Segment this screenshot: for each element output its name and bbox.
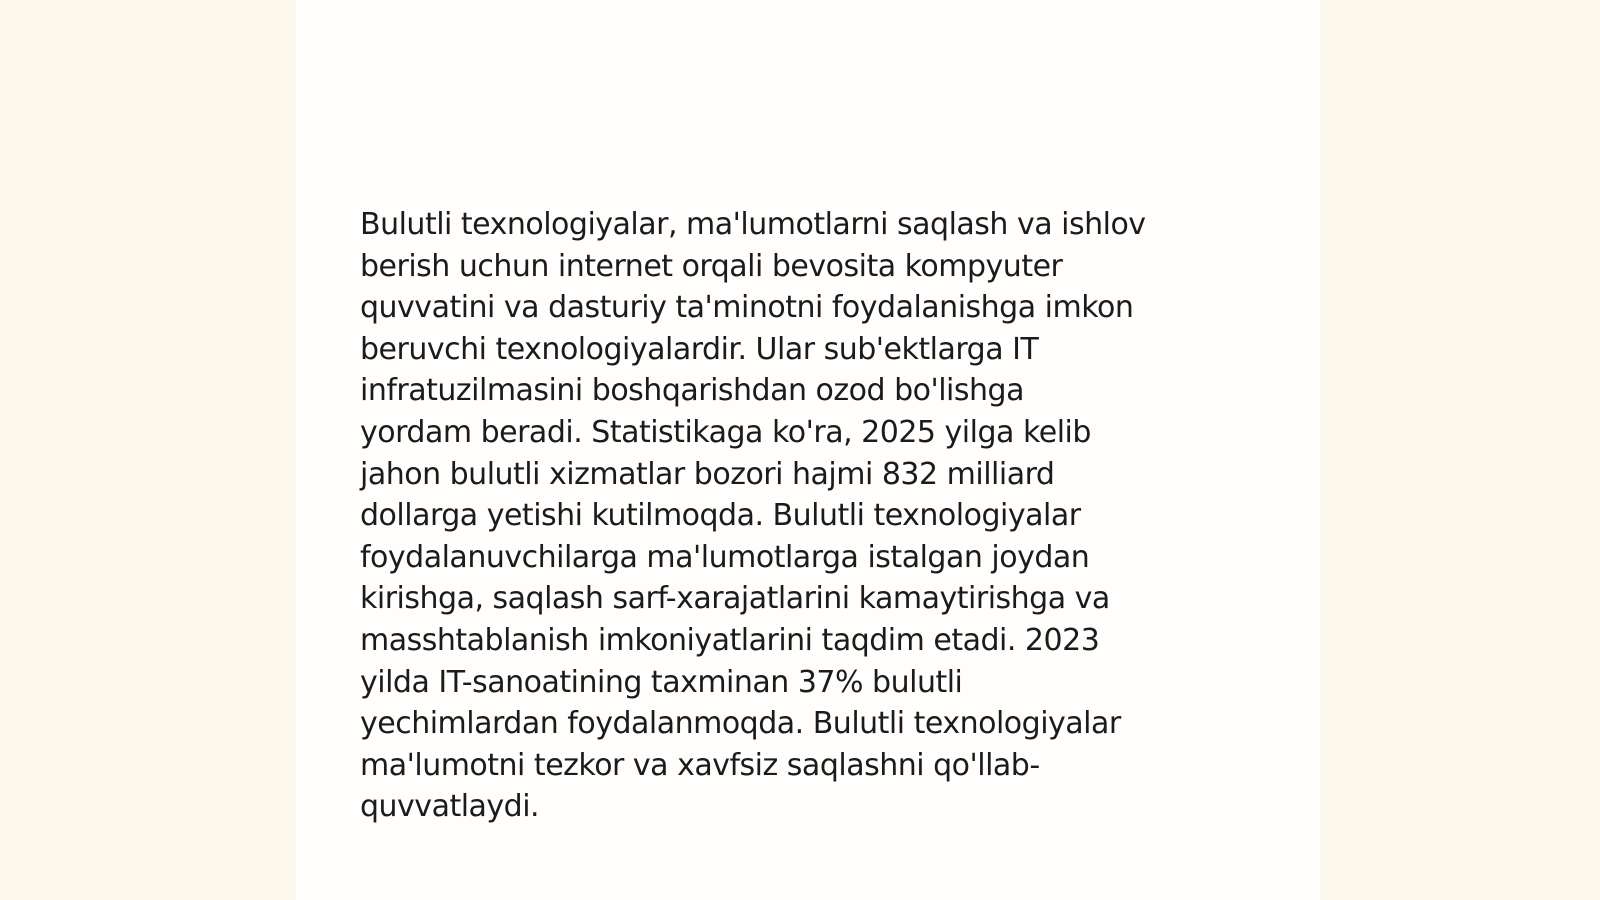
document-page bbox=[296, 0, 1320, 900]
body-paragraph: Bulutli texnologiyalar, ma'lumotlarni saqlash va ishlov berish uchun internet orqali bevosita kompyuter quvvatini va dasturiy ta'minotni foydalanishga imkon beruvchi texnologiyalardir. Ular sub'ektlarga IT infratuzilmasini boshqarishdan ozod bo'lishga yordam beradi. Statistikaga ko'ra, 2025 yilga kelib jahon bulutli xizmatlar bozori hajmi 832 milliard dollarga yetishi kutilmoqda. Bulutli texnologiyalar foydalanuvchilarga ma'lumotlarga istalgan joydan kirishga, saqlash sarf-xarajatlarini kamaytirishga va masshtablanish imkoniyatlarini taqdim etadi. 2023 yilda IT-sanoatining taxminan 37% bulutli yechimlardan foydalanmoqda. Bulutli texnologiyalar ma'lumotni tezkor va xavfsiz saqlashni qo'llab- quvvatlaydi. bbox=[360, 207, 1146, 825]
